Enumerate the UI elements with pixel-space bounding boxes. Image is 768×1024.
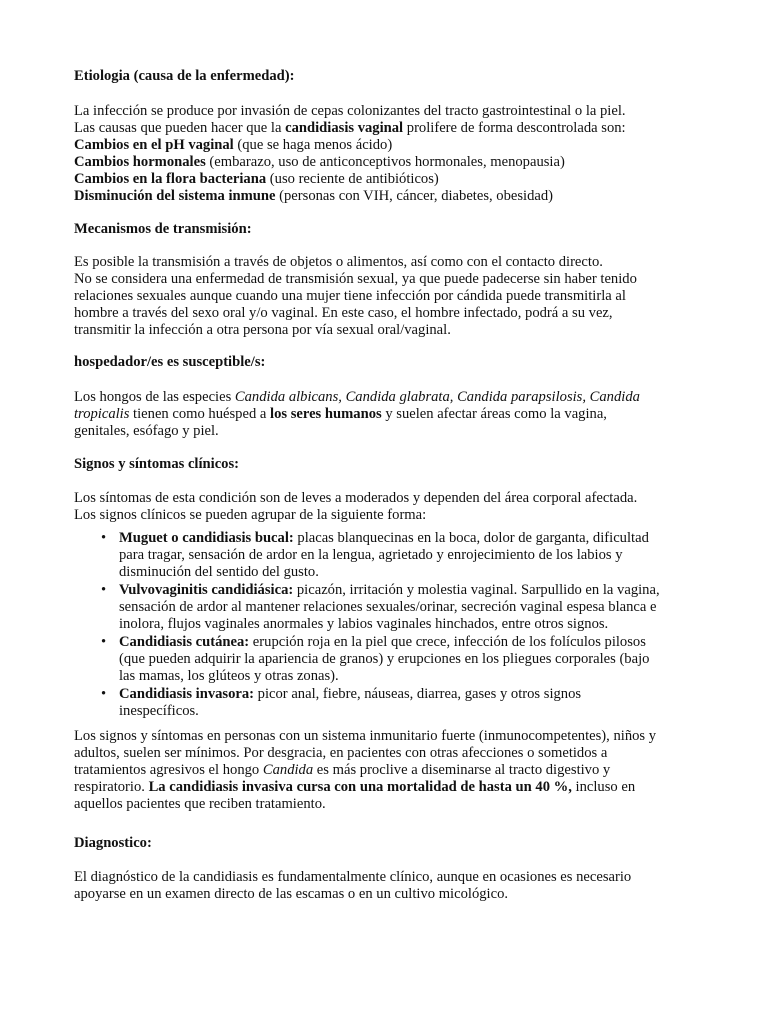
hospedador-body bbox=[74, 389, 704, 440]
species-names: Candida albicans, Candida glabrata, Candida parapsilosis, Candida bbox=[234, 389, 640, 405]
cause-title: Disminución del sistema inmune bbox=[74, 188, 276, 204]
list-item-line: disminución del sentido del gusto. bbox=[119, 564, 319, 580]
etiologia-line-2 bbox=[74, 120, 704, 137]
list-item bbox=[74, 530, 704, 581]
text: incluso en bbox=[571, 779, 636, 795]
paragraph-line: Los síntomas de esta condición son de leves a moderados y dependen del área corporal afectada. bbox=[74, 490, 638, 506]
paragraph-line: No se considera una enfermedad de transmisión sexual, ya que puede padecerse sin haber tenido bbox=[74, 271, 637, 287]
paragraph-line: Los signos y síntomas en personas con un sistema inmunitario fuerte (inmunocompetentes), niños y bbox=[74, 728, 657, 744]
cause-line bbox=[74, 154, 704, 171]
paragraph-line: relaciones sexuales aunque cuando una mujer tiene infección por cándida puede transmitirla al bbox=[74, 288, 626, 304]
list-item-line bbox=[119, 530, 704, 547]
list-item-line: inolora, flujos vaginales anormales y labios vaginales hinchados, entre otros signos. bbox=[119, 616, 609, 632]
paragraph-line: El diagnóstico de la candidiasis es fundamentalmente clínico, aunque en ocasiones es necesario bbox=[74, 869, 632, 885]
heading-etiologia: Etiologia (causa de la enfermedad): bbox=[74, 68, 295, 84]
list-item-line: (que pueden adquirir la apariencia de granos) y erupciones en los pliegues corporales (bajo bbox=[119, 651, 650, 667]
italic-text: Candida bbox=[262, 762, 314, 778]
bullet-icon: • bbox=[101, 582, 107, 598]
list-item-line bbox=[119, 634, 704, 651]
text: picazón, irritación y molestia vaginal. Sarpullido en la vagina, bbox=[293, 582, 660, 598]
list-item bbox=[74, 686, 704, 720]
cause-text: (que se haga menos ácido) bbox=[233, 137, 393, 153]
item-title: Candidiasis cutánea: bbox=[119, 634, 250, 650]
cause-text: (personas con VIH, cáncer, diabetes, obesidad) bbox=[275, 188, 554, 204]
heading-signos: Signos y síntomas clínicos: bbox=[74, 456, 240, 472]
list-item bbox=[74, 582, 704, 633]
text: y suelen afectar áreas como la vagina, bbox=[381, 406, 607, 422]
paragraph-line bbox=[74, 762, 704, 779]
paragraph-line bbox=[74, 406, 704, 423]
text: tienen como huésped a bbox=[129, 406, 271, 422]
item-title: Muguet o candidiasis bucal: bbox=[119, 530, 294, 546]
signos-body bbox=[74, 490, 704, 720]
paragraph-line: hombre a través del sexo oral y/o vaginal. En este caso, el hombre infectado, podrá a su vez, bbox=[74, 305, 613, 321]
text: prolifere de forma descontrolada son: bbox=[403, 120, 626, 136]
text: Las causas que pueden hacer que la bbox=[74, 120, 286, 136]
cause-title: Cambios en la flora bacteriana bbox=[74, 171, 267, 187]
list-item-line: inespecíficos. bbox=[119, 703, 199, 719]
species-names: tropicalis bbox=[74, 406, 130, 422]
list-item-line bbox=[119, 582, 704, 599]
paragraph-line bbox=[74, 779, 704, 796]
paragraph-line: aquellos pacientes que reciben tratamiento. bbox=[74, 796, 326, 812]
bold-text: La candidiasis invasiva cursa con una mortalidad de hasta un 40 %, bbox=[148, 779, 572, 795]
heading-diagnostico: Diagnostico: bbox=[74, 835, 152, 851]
paragraph-line: transmitir la infección a otra persona por vía sexual oral/vaginal. bbox=[74, 322, 451, 338]
list-item-line: para tragar, sensación de ardor en la lengua, agrietado y enrojecimiento de los labios y bbox=[119, 547, 623, 563]
text: placas blanquecinas en la boca, dolor de garganta, dificultad bbox=[293, 530, 649, 546]
signos-outro bbox=[74, 728, 704, 813]
etiologia-body bbox=[74, 103, 704, 205]
list-item bbox=[74, 634, 704, 685]
heading-hospedador: hospedador/es es susceptible/s: bbox=[74, 354, 266, 370]
bullet-icon: • bbox=[101, 530, 107, 546]
text: es más proclive a diseminarse al tracto digestivo y bbox=[313, 762, 611, 778]
etiologia-line-1: La infección se produce por invasión de cepas colonizantes del tracto gastrointestinal o la piel. bbox=[74, 103, 626, 119]
list-item-line: sensación de ardor al mantener relaciones sexuales/orinar, secreción vaginal espesa blanca e bbox=[119, 599, 657, 615]
bold-text: candidiasis vaginal bbox=[285, 120, 404, 136]
transmision-body bbox=[74, 254, 704, 339]
list-item-line: las mamas, los glúteos y otras zonas). bbox=[119, 668, 339, 684]
bold-text: los seres humanos bbox=[270, 406, 382, 422]
paragraph-line bbox=[74, 389, 704, 406]
text: respiratorio. bbox=[74, 779, 149, 795]
bullet-icon: • bbox=[101, 686, 107, 702]
paragraph-line: apoyarse en un examen directo de las escamas o en un cultivo micológico. bbox=[74, 886, 509, 902]
bullet-icon: • bbox=[101, 634, 107, 650]
paragraph-line: genitales, esófago y piel. bbox=[74, 423, 219, 439]
paragraph-line: adultos, suelen ser mínimos. Por desgracia, en pacientes con otras afecciones o sometidos a bbox=[74, 745, 608, 761]
symptom-list bbox=[74, 530, 704, 720]
text: erupción roja en la piel que crece, infección de los folículos pilosos bbox=[249, 634, 646, 650]
list-item-line bbox=[119, 686, 704, 703]
paragraph-line: Es posible la transmisión a través de objetos o alimentos, así como con el contacto directo. bbox=[74, 254, 603, 270]
text: tratamientos agresivos el hongo bbox=[74, 762, 263, 778]
text: picor anal, fiebre, náuseas, diarrea, gases y otros signos bbox=[254, 686, 582, 702]
cause-text: (embarazo, uso de anticonceptivos hormonales, menopausia) bbox=[205, 154, 565, 170]
item-title: Candidiasis invasora: bbox=[119, 686, 255, 702]
cause-text: (uso reciente de antibióticos) bbox=[266, 171, 439, 187]
text: Los hongos de las especies bbox=[74, 389, 235, 405]
cause-title: Cambios hormonales bbox=[74, 154, 206, 170]
cause-line bbox=[74, 137, 704, 154]
item-title: Vulvovaginitis candidiásica: bbox=[119, 582, 294, 598]
paragraph-line: Los signos clínicos se pueden agrupar de la siguiente forma: bbox=[74, 507, 427, 523]
diagnostico-body bbox=[74, 869, 704, 903]
cause-line bbox=[74, 188, 704, 205]
cause-title: Cambios en el pH vaginal bbox=[74, 137, 234, 153]
heading-transmision: Mecanismos de transmisión: bbox=[74, 221, 252, 237]
cause-line bbox=[74, 171, 704, 188]
